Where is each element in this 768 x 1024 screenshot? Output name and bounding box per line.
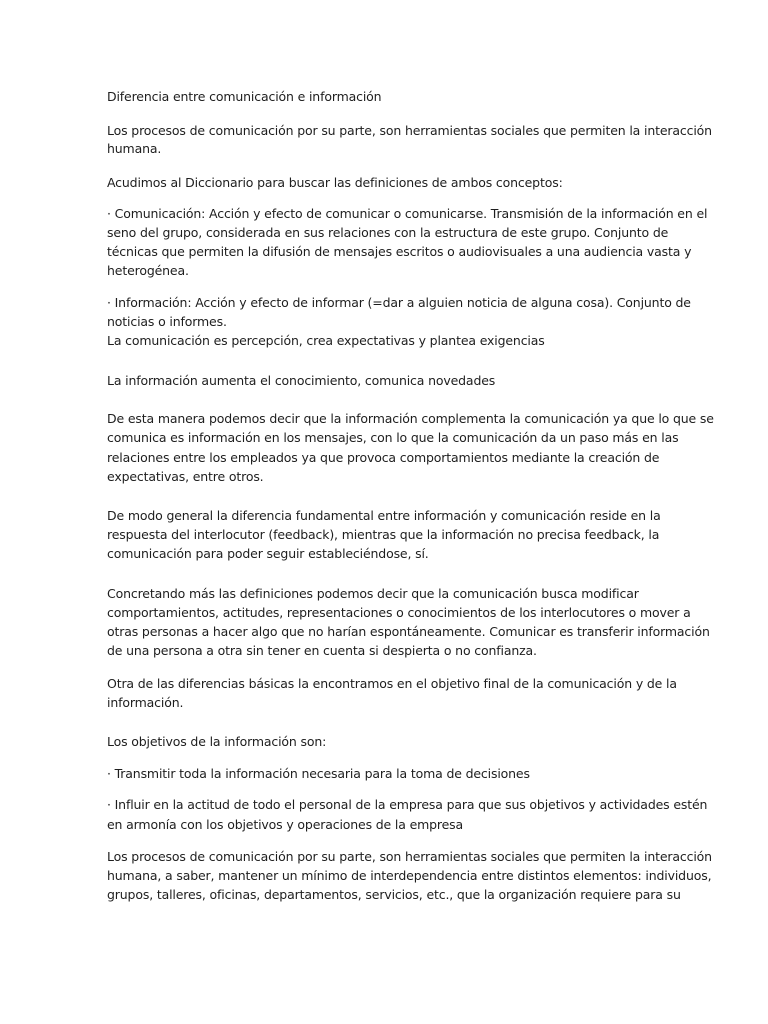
paragraph-line: De esta manera podemos decir que la información complementa la comunicación ya que lo que se: [107, 411, 714, 426]
paragraph-line: técnicas que permiten la difusión de mensajes escritos o audiovisuales a una audiencia vasta y: [107, 244, 692, 259]
paragraph-line: Concretando más las definiciones podemos decir que la comunicación busca modificar: [107, 586, 639, 601]
paragraph-line: humana, a saber, mantener un mínimo de interdependencia entre distintos elementos: individuos,: [107, 868, 712, 883]
paragraph-line: información.: [107, 695, 184, 710]
paragraph-line: Acudimos al Diccionario para buscar las definiciones de ambos conceptos:: [107, 175, 563, 190]
paragraph-line: noticias o informes.: [107, 314, 227, 329]
paragraph-line: Otra de las diferencias básicas la encontramos en el objetivo final de la comunicación y de la: [107, 676, 677, 691]
paragraph-line: otras personas a hacer algo que no harían espontáneamente. Comunicar es transferir información: [107, 624, 710, 639]
paragraph-line: De modo general la diferencia fundamental entre información y comunicación reside en la: [107, 508, 661, 523]
paragraph-line: expectativas, entre otros.: [107, 469, 264, 484]
paragraph-line: heterogénea.: [107, 263, 189, 278]
paragraph-line: Los objetivos de la información son:: [107, 734, 327, 749]
paragraph-line: comunica es información en los mensajes, con lo que la comunicación da un paso más en las: [107, 430, 679, 445]
paragraph-line: seno del grupo, considerada en sus relaciones con la estructura de este grupo. Conjunto de: [107, 225, 669, 240]
paragraph-line: grupos, talleres, oficinas, departamentos, servicios, etc., que la organización requiere para su: [107, 887, 681, 902]
paragraph-line: comunicación para poder seguir estableciéndose, sí.: [107, 546, 429, 561]
paragraph-line: comportamientos, actitudes, representaciones o conocimientos de los interlocutores o mover a: [107, 605, 691, 620]
paragraph-line: · Transmitir toda la información necesaria para la toma de decisiones: [107, 766, 530, 781]
paragraph-line: · Influir en la actitud de todo el personal de la empresa para que sus objetivos y actividades estén: [107, 797, 708, 812]
paragraph-line: humana.: [107, 141, 162, 156]
paragraph-line: en armonía con los objetivos y operaciones de la empresa: [107, 817, 464, 832]
paragraph-line: respuesta del interlocutor (feedback), mientras que la información no precisa feedback, la: [107, 527, 660, 542]
paragraph-line: relaciones entre los empleados ya que provoca comportamientos mediante la creación de: [107, 450, 660, 465]
paragraph-line: · Información: Acción y efecto de informar (=dar a alguien noticia de alguna cosa). Conjunto de: [107, 295, 691, 310]
paragraph-line: Los procesos de comunicación por su parte, son herramientas sociales que permiten la interacción: [107, 849, 712, 864]
paragraph-line: La información aumenta el conocimiento, comunica novedades: [107, 373, 496, 388]
paragraph-line: La comunicación es percepción, crea expectativas y plantea exigencias: [107, 333, 545, 348]
paragraph-line: de una persona a otra sin tener en cuenta si despierta o no confianza.: [107, 643, 537, 658]
paragraph-line: · Comunicación: Acción y efecto de comunicar o comunicarse. Transmisión de la información en el: [107, 206, 708, 221]
document-title: Diferencia entre comunicación e información: [107, 89, 382, 104]
paragraph-line: Los procesos de comunicación por su parte, son herramientas sociales que permiten la interacción: [107, 123, 712, 138]
